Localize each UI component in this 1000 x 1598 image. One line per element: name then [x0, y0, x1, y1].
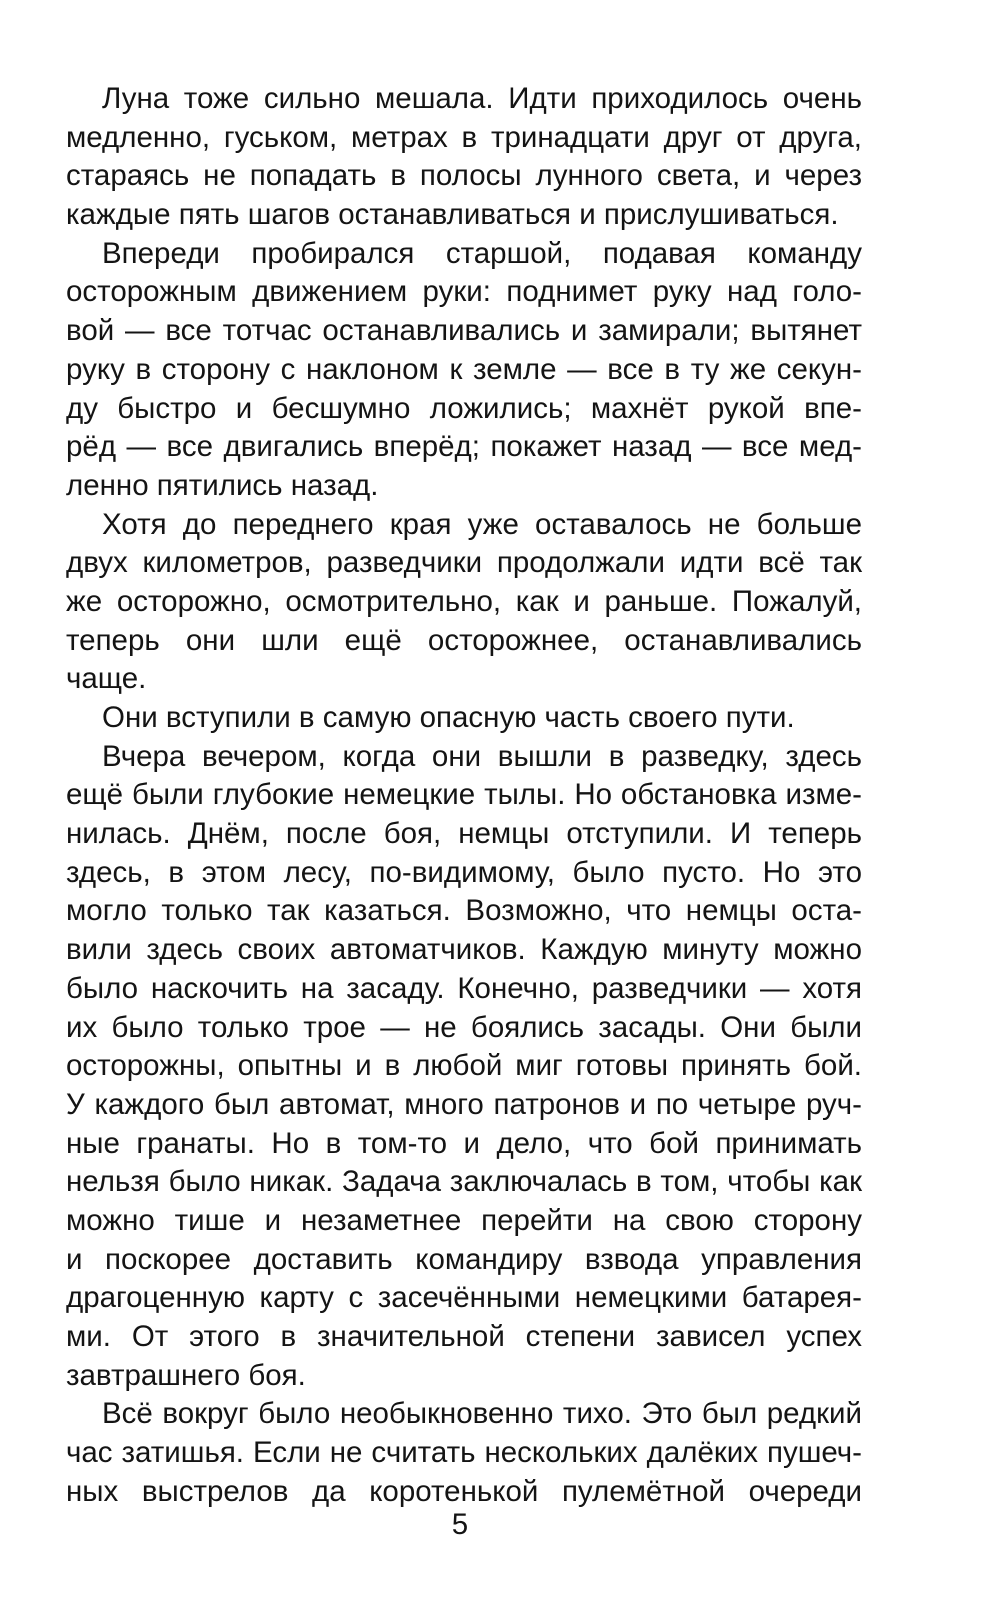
body-text	[66, 80, 862, 1511]
text-line: медленно, гуськом, метрах в тринадцати друг от друга,	[66, 120, 862, 154]
text-line: ду быстро и бесшумно ложились; махнёт рукой впе-	[66, 391, 862, 425]
text-line: ми. От этого в значительной степени зависел успех	[66, 1320, 862, 1353]
text-line: У каждого был автомат, много патронов и по четыре руч-	[66, 1087, 862, 1121]
text-line: и поскорее доставить командиру взвода управления	[66, 1242, 862, 1276]
text-line: Впереди пробирался старшой, подавая команду	[102, 236, 862, 270]
text-line: вили здесь своих автоматчиков. Каждую минуту можно	[66, 933, 862, 967]
text-line: вой — все тотчас останавливались и замирали; вытянет	[66, 314, 862, 348]
text-line: Они вступили в самую опасную часть своего пути.	[102, 701, 795, 734]
paragraph	[66, 1395, 862, 1511]
text-line: стараясь не попадать в полосы лунного света, и через	[66, 159, 862, 193]
text-line: Хотя до переднего края уже оставалось не больше	[102, 507, 862, 541]
text-line: же осторожно, осмотрительно, как и раньше. Пожалуй,	[66, 584, 862, 618]
paragraph	[66, 506, 862, 699]
text-line: нилась. Днём, после боя, немцы отступили. И теперь	[66, 817, 862, 851]
text-line: двух километров, разведчики продолжали идти всё так	[66, 546, 862, 580]
text-line: ных выстрелов да коротенькой пулемётной очереди	[66, 1474, 862, 1508]
text-line: час затишья. Если не считать нескольких далёких пушеч-	[66, 1436, 862, 1470]
text-line: драгоценную карту с засечёнными немецкими батарея-	[66, 1281, 862, 1315]
text-line: Вчера вечером, когда они вышли в разведку, здесь	[102, 739, 862, 773]
text-line: Всё вокруг было необыкновенно тихо. Это был редкий	[102, 1397, 862, 1431]
paragraph	[66, 699, 862, 738]
text-line: их было только трое — не боялись засады. Они были	[66, 1010, 862, 1044]
text-line: здесь, в этом лесу, по-видимому, было пусто. Но это	[66, 855, 862, 889]
text-line: осторожным движением руки: поднимет руку над голо-	[66, 275, 862, 309]
text-line: ные гранаты. Но в том-то и дело, что бой принимать	[66, 1126, 862, 1160]
text-line: было наскочить на засаду. Конечно, разведчики — хотя	[66, 971, 862, 1005]
text-line: Луна тоже сильно мешала. Идти приходилось очень	[102, 82, 862, 115]
paragraph	[66, 235, 862, 506]
text-line: могло только так казаться. Возможно, что немцы оста-	[66, 894, 862, 928]
text-line: каждые пять шагов останавливаться и прислушиваться.	[66, 198, 839, 232]
text-line: нельзя было никак. Задача заключалась в том, чтобы как	[66, 1165, 862, 1199]
text-line: чаще.	[66, 662, 147, 696]
page-number: 5	[451, 1508, 469, 1541]
paragraph	[66, 80, 862, 235]
text-line: можно тише и незаметнее перейти на свою сторону	[66, 1203, 862, 1237]
text-line: рёд — все двигались вперёд; покажет назад — все мед-	[66, 430, 862, 464]
text-line: руку в сторону с наклоном к земле — все в ту же секун-	[66, 352, 862, 386]
text-line: осторожны, опытны и в любой миг готовы принять бой.	[66, 1049, 862, 1083]
paragraph	[66, 738, 862, 1396]
text-line: ещё были глубокие немецкие тылы. Но обстановка изме-	[66, 778, 862, 812]
text-line: теперь они шли ещё осторожнее, останавливались	[66, 623, 862, 657]
text-line: завтрашнего боя.	[66, 1358, 306, 1392]
text-line: ленно пятились назад.	[66, 468, 379, 502]
